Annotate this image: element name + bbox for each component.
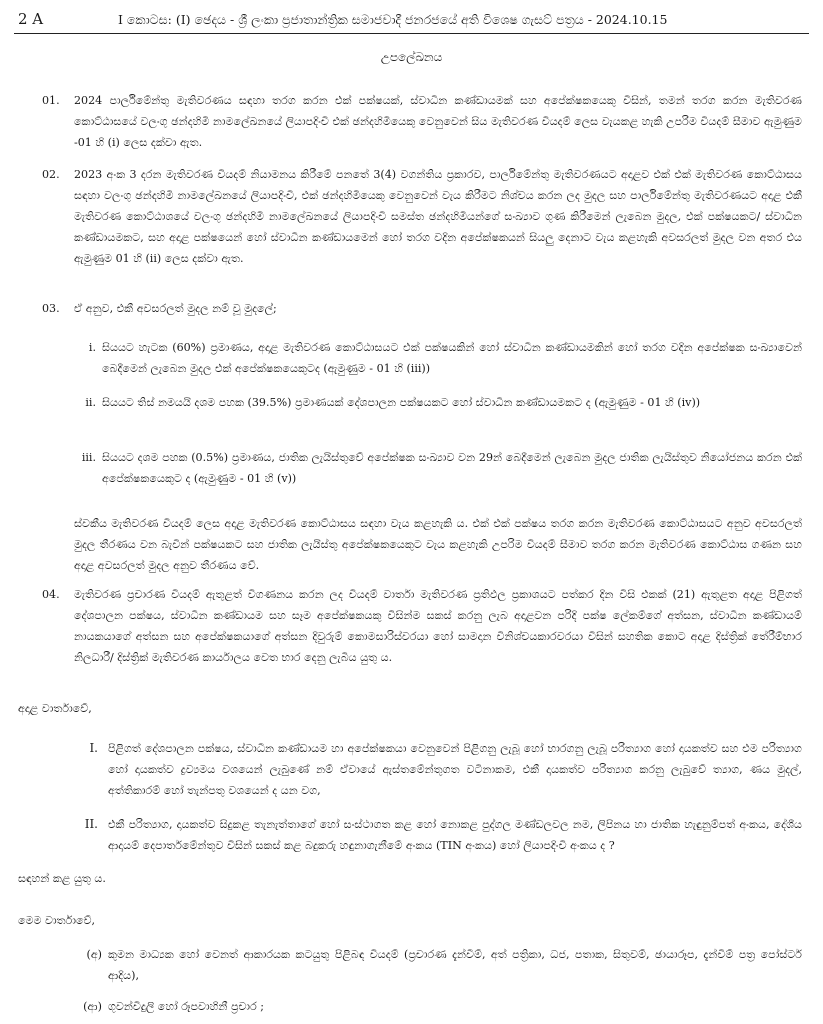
para-03-item-2-text: සියයට තිස් නමයයි දශම පහක (39.5%) ප්‍රමාණයක් දේශපාලන පක්ෂයකට හෝ ස්වාධීන කණ්ඩායමකට ද (ඇමුණුම - 01 හි (iv)) — [102, 396, 701, 409]
para-04-text: මැතිවරණ ප්‍රචාරණ වියදම් ඇතුළත් විගණනය කරන ලද වියදම් වාර්තා මැතිවරණ ප්‍රතිඵල ප්‍රකාශයට පත්කර දින විසි එකක් (21) ඇතුළත අදාළ පිළිගත් දේශපාලන පක්ෂය, ස්වාධීන කණ්ඩායම සහ සෑම අපේක්ෂකයකු විසින්ම සකස් කරනු ලැබ අදාළවන පරිදි පක්ෂ ලේකම්ගේ අත්සන, ස්වාධීන කණ්ඩායම් නායකයාගේ අත්සන සහ අපේක්ෂකයාගේ අත්සන දිවුරුම් කොමසාරිස්වරයා හෝ සාමදාන විනිශ්චයකාරවරයා විසින් සහතික කොට අදාළ දිස්ත්‍රික් තේරීම්භාර නිලධාරී/ දිස්ත්‍රික් මැතිවරණ කාර්යාලය වෙත භාර දෙනු ලැබිය යුතු ය. — [74, 588, 802, 664]
para-02-number: 02. — [42, 168, 60, 181]
this-report-lead: මෙම වාර්තාවේ, — [18, 914, 96, 927]
para-03-item-2-label: ii. — [85, 396, 96, 409]
para-01-text: 2024 පාර්ලිමේන්තු මැතිවරණය සඳහා තරග කරන එක් පක්ෂයක්, ස්වාධීන කණ්ඩායමක් සහ අපේක්ෂකයෙකු විසින්, තමන් තරග කරන මැතිවරණ කොට්ඨාසයේ වලංගු ඡන්දහිමි නාමලේඛනයේ ලියාපදිංචි එක් ඡන්දහිමියෙකු වෙනුවෙන් සිය මැතිවරණ වියදම් ලෙස වැයකළ හැකි උපරිම වියදම් සීමාව ඇමුණුම -01 හි (i) ලෙස දක්වා ඇත. — [74, 94, 802, 149]
page-number: 2 A — [18, 10, 44, 28]
this-report-item-b-label: (ආ) — [83, 1000, 102, 1013]
para-04-number: 04. — [42, 588, 60, 601]
para-03-item-1-label: i. — [88, 341, 96, 354]
para-01-number: 01. — [42, 94, 60, 107]
report-item-1-text: පිළිගත් දේශපාලන පක්ෂය, ස්වාධීන කණ්ඩායම හා අපේක්ෂකයා වෙනුවෙන් පිළිගනු ලැබූ හෝ භාරගනු ලැබූ පරිත්‍යාග හෝ දායකත්ව සහ එම පරිත්‍යාග හෝ දායකත්ව ද්‍රව්‍යමය වශයෙන් ලැබුණේ නම් ඒවායේ ඇස්තමේන්තුගත වටිනාකම, එකී දායකත්ව පරිත්‍යාග කරනු ලැබුවේ ත්‍යාග, ණය මුදල්, අත්තිකාරම් හෝ තැන්පතු වශයෙන් ද යන වග, — [108, 742, 802, 797]
para-02-text: 2023 අංක 3 දරන මැතිවරණ වියදම් නියාමනය කිරීමේ පනතේ 3(4) වගන්තිය ප්‍රකාරව, පාර්ලිමේන්තු මැතිවරණයට අදාළව එක් එක් මැතිවරණ කොට්ඨාසය සඳහා වලංගු ඡන්දහිමි නාමලේඛනයේ ලියාපදිංචි, එක් ඡන්දහිමියෙකු වෙනුවෙන් වැය කිරීමට නිශ්චය කරන ලද මුදල සහ පාර්ලිමේන්තු මැතිවරණයට අදාළ එකී මැතිවරණ කොට්ඨාශයේ වලංගු ඡන්දහිමි නාමලේඛනයේ ලියාපදිංචි සමස්ත ඡන්දහිමියන්ගේ සංඛ්‍යාව ගුණ කිරීමෙන් ලැබෙන මුදල, එක් පක්ෂයකට/ ස්වාධීන කණ්ඩායමකට, සහ අදාළ පක්ෂයෙන් හෝ ස්වාධීන කණ්ඩායමෙන් හෝ තරග වදින අපේක්ෂකයන් සියලු දෙනාට වැය කළහැකි අවසරලත් මුදල වන අතර එය ඇමුණුම 01 හි (ii) ලෙස දක්වා ඇත. — [74, 168, 802, 265]
report-lead: අදාළ වාර්තාවේ, — [18, 702, 92, 715]
report-item-2-label: II. — [84, 817, 98, 831]
para-03-item-3-text: සියයට දශම පහක (0.5%) ප්‍රමාණය, ජාතික ලැයිස්තුවේ අපේක්ෂක සංඛ්‍යාව වන 29න් බෙදීමෙන් ලැබෙන මුදල ජාතික ලැයිස්තුව නියෝජනය කරන එක් අපේක්ෂකයෙකුට ද (ඇමුණුම - 01 හි (v)) — [102, 451, 802, 485]
report-tail: සඳහන් කළ යුතු ය. — [18, 872, 106, 885]
report-item-2-text: එකී පරිත්‍යාග, දායකත්ව සිදුකළ තැනැත්තාගේ හෝ සංස්ථාගත කළ හෝ නොකළ පුද්ගල මණ්ඩලවල නම, ලිපිනය හා ජාතික හැඳුනුම්පත් අංකය, දේශීය ආදායම් දෙපාර්තමේන්තුව විසින් සකස් කළ බදුකරු හඳුනාගැනීමේ අංකය (TIN අංකය) හෝ ලියාපදිංචි අංකය ද ? — [108, 818, 802, 852]
this-report-item-b-text: ගුවන්විදුලි හෝ රූපවාහිනී ප්‍රචාර ; — [108, 1000, 265, 1013]
para-03-closing: ස්වකීය මැතිවරණ වියදම් ලෙස අදාළ මැතිවරණ කොට්ඨාසය සඳහා වැය කළහැකි ය. එක් එක් පක්ෂය තරග කරන මැතිවරණ කොට්ඨාසයට අනුව අවසරලත් මුදල තීරණය වන බැවින් පක්ෂයකට සහ ජාතික ලැයිස්තු අපේක්ෂකයෙකුට වැය කළහැකි උපරිම වියදම් සීමාව තරග කරන මැතිවරණ කොට්ඨාස ගණන සහ අදාළ අවසරලත් මුදල අනුව තීරණය වේ. — [74, 517, 802, 572]
schedule-title: උපලේඛනය — [380, 50, 443, 64]
this-report-item-a-text: කුමන මාධ්‍යක හෝ වෙනත් ආකාරයක කටයුතු පිළිබඳ වියදම් (ප්‍රචාරණ දැන්වීම්, අත් පත්‍රිකා, ධජ, පතාක, සිතුවම්, ඡායාරූප, දැන්වීම් පත්‍ර පෝස්ටර් ආදිය), — [108, 948, 802, 982]
para-03-item-3-label: iii. — [81, 451, 96, 464]
para-03-intro: ඒ අනුව, එකී අවසරලත් මුදල නම් වූ මුදලේ; — [74, 302, 277, 315]
para-03-number: 03. — [42, 302, 60, 315]
gazette-header-title: I කොටස: (I) ඡෙදය - ශ්‍රී ලංකා ප්‍රජාතාන්ත්‍රික සමාජවාදී ජනරජයේ අති විශෙෂ ගැසට් පත්‍රය - 2024.10.15 — [118, 12, 668, 27]
para-03-item-1-text: සියයට හැටක (60%) ප්‍රමාණය, අදාළ මැතිවරණ කොට්ඨාසයට එක් පක්ෂයකින් හෝ ස්වාධීන කණ්ඩායමකින් හෝ තරග වදින අපේක්ෂක සංඛ්‍යාවෙන් බෙදීමෙන් ලැබෙන මුදල එක් අපේක්ෂකයෙකුටද (ඇමුණුම - 01 හි (iii)) — [102, 341, 802, 375]
header-rule — [14, 33, 809, 34]
report-item-1-label: I. — [89, 741, 98, 755]
this-report-item-a-label: (අ) — [86, 948, 102, 961]
